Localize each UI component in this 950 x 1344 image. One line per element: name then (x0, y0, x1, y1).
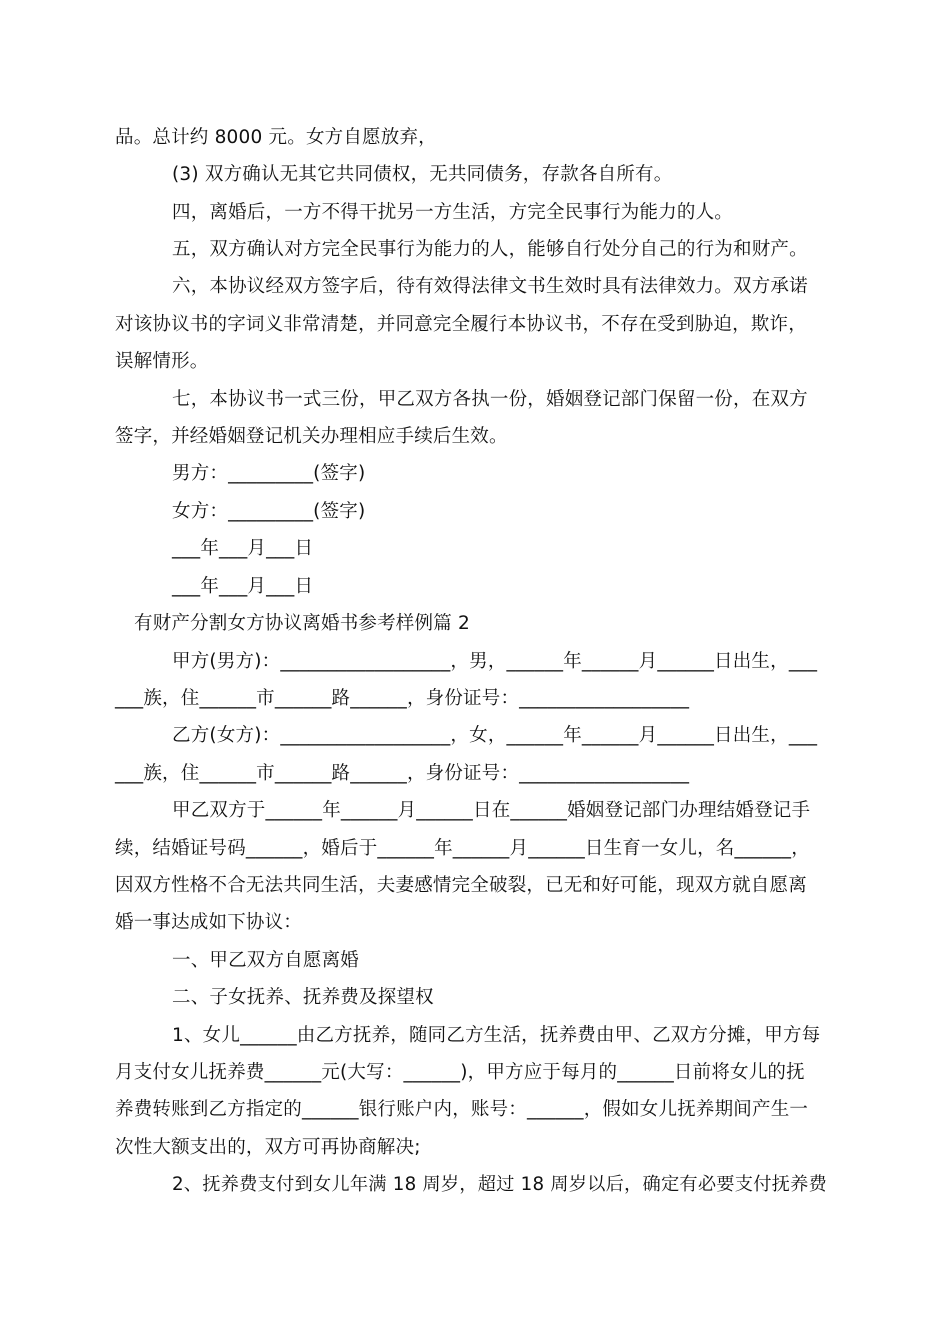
paragraph-line: 续，结婚证号码______，婚后于______年______月______日生育一女儿，名______， (115, 838, 810, 859)
paragraph-line: 月支付女儿抚养费______元(大写：______)，甲方应于每月的______日前将女儿的抚 (115, 1062, 805, 1083)
paragraph-line: 误解情形。 (115, 351, 209, 372)
date-line: ___年___月___日 (172, 576, 314, 597)
paragraph-line: 七，本协议书一式三份，甲乙双方各执一份，婚姻登记部门保留一份，在双方 (172, 389, 808, 410)
paragraph-line: 养费转账到乙方指定的______银行账户内，账号：______，假如女儿抚养期间产生一 (115, 1099, 809, 1120)
clause-heading: 二、子女抚养、抚养费及探望权 (172, 987, 434, 1008)
paragraph-line: 2、抚养费支付到女儿年满 18 周岁，超过 18 周岁以后，确定有必要支付抚养费 (172, 1174, 828, 1195)
paragraph-line: 婚一事达成如下协议： (115, 912, 303, 933)
paragraph-line: 品。总计约 8000 元。女方自愿放弃， (115, 127, 437, 148)
paragraph-line: 乙方(女方)：__________________，女，______年______月______日出生，___ (172, 725, 818, 746)
date-line: ___年___月___日 (172, 538, 314, 559)
clause-heading: 一、甲乙双方自愿离婚 (172, 950, 360, 971)
paragraph-line: 因双方性格不合无法共同生活，夫妻感情完全破裂，已无和好可能，现双方就自愿离 (115, 875, 807, 896)
paragraph-line: 签字，并经婚姻登记机关办理相应手续后生效。 (115, 426, 508, 447)
paragraph-line: 甲方(男方)：__________________，男，______年______月______日出生，___ (172, 651, 818, 672)
paragraph-line: 五，双方确认对方完全民事行为能力的人，能够自行处分自己的行为和财产。 (172, 239, 808, 260)
paragraph-line: 甲乙双方于______年______月______日在______婚姻登记部门办理结婚登记手 (172, 800, 811, 821)
paragraph-line: 1、女儿______由乙方抚养，随同乙方生活，抚养费由甲、乙双方分摊，甲方每 (172, 1025, 821, 1046)
paragraph-line: 次性大额支出的，双方可再协商解决; (115, 1137, 421, 1158)
signature-line-male: 男方：_________(签字) (172, 463, 366, 484)
paragraph-line: ___族，住______市______路______，身份证号：__________________ (115, 763, 690, 784)
paragraph-line: 六，本协议经双方签字后，待有效得法律文书生效时具有法律效力。双方承诺 (172, 276, 808, 297)
paragraph-line: (3) 双方确认无其它共同债权，无共同债务，存款各自所有。 (172, 164, 673, 185)
signature-line-female: 女方：_________(签字) (172, 501, 366, 522)
paragraph-line: 对该协议书的字词义非常清楚，并同意完全履行本协议书，不存在受到胁迫，欺诈， (115, 314, 807, 335)
section-heading: 有财产分割女方协议离婚书参考样例篇 2 (134, 613, 470, 634)
paragraph-line: ___族，住______市______路______，身份证号：__________________ (115, 688, 690, 709)
paragraph-line: 四，离婚后，一方不得干扰另一方生活，方完全民事行为能力的人。 (172, 202, 734, 223)
